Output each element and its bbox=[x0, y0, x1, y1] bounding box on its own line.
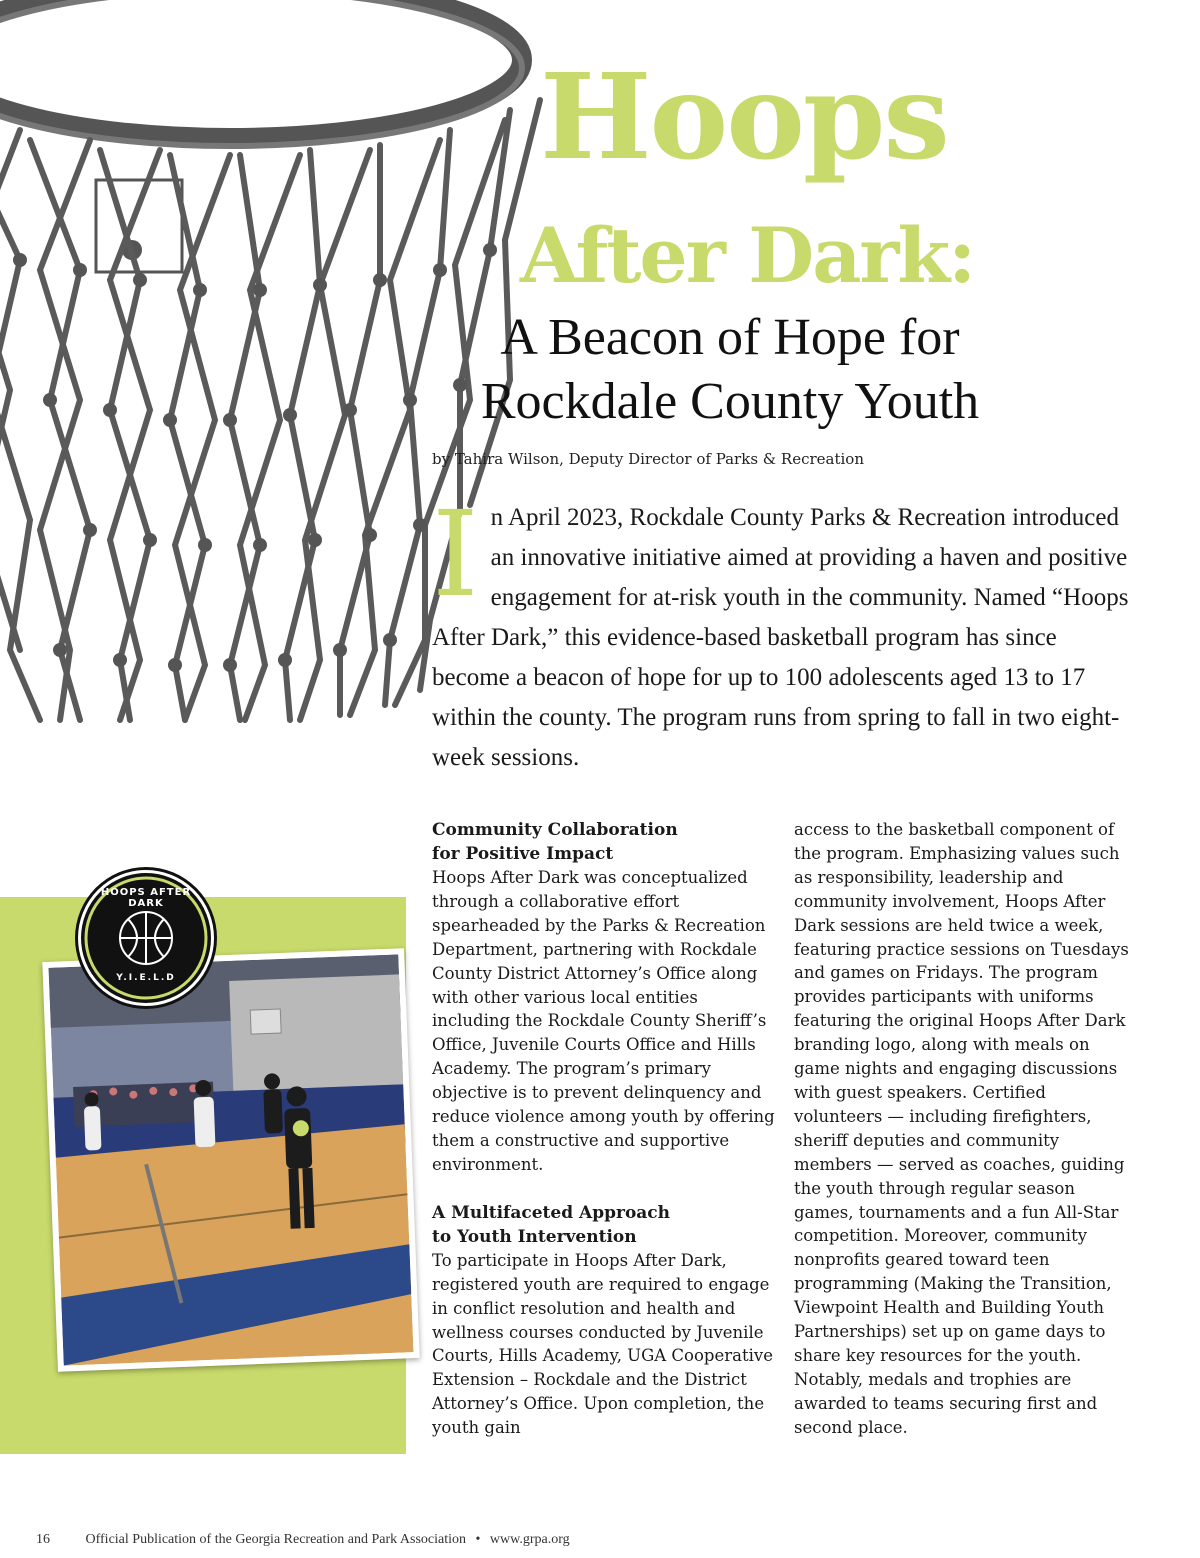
section-heading-approach bbox=[432, 1201, 777, 1249]
logo-top-text: HOOPS AFTER DARK bbox=[100, 887, 192, 909]
section-heading-community bbox=[432, 818, 777, 866]
hoops-after-dark-logo bbox=[78, 870, 214, 1006]
logo-bottom-text: Y.I.E.L.D bbox=[116, 973, 176, 983]
title-after-dark: After Dark: bbox=[520, 211, 975, 300]
right-column-text: access to the basketball component of the program. Emphasizing values such as responsibility, leadership and community involvement, Hoops After Dark sessions are held twice a week, featuring practice sessions on Tuesdays and games on Fridays. The program provides participants with uniforms featuring the original Hoops After Dark branding logo, along with meals on game nights and engaging discussions with guest speakers. Certified volunteers — including firefighters, sheriff deputies and community members — served as coaches, guiding the youth through regular season games, tournaments and a fun All-Star competition. Moreover, community nonprofits geared toward teen programming (Making the Transition, Viewpoint Health and Building Youth Partnerships) set up on game days to share key resources for the youth. Notably, medals and trophies are awarded to teams securing first and second place. bbox=[794, 820, 1129, 1437]
footer-separator: • bbox=[475, 1532, 481, 1547]
website-link[interactable]: www.grpa.org bbox=[489, 1532, 570, 1547]
section-body-approach: To participate in Hoops After Dark, registered youth are required to engage in conflict resolution and health and wellness courses conducted by Juvenile Courts, Hills Academy, UGA Cooperative Extension – Rockdale and the District Attorney’s Office. Upon completion, the youth gain bbox=[432, 1250, 773, 1438]
subtitle-line-2: Rockdale County Youth bbox=[480, 373, 980, 430]
lead-paragraph bbox=[432, 485, 1132, 778]
heading-line-1: Community Collaboration bbox=[432, 820, 678, 840]
drop-cap: I bbox=[432, 485, 479, 623]
heading-line-1: A Multifaceted Approach bbox=[432, 1202, 671, 1223]
lead-text: n April 2023, Rockdale County Parks & Recreation introduced an innovative initiative aimed at providing a haven and positive engagement for at-risk youth in the community. Named “Hoops After Dark,” this evidence-based basketball program has since become a beacon of hope for up to 100 adolescents aged 13 to 17 within the county. The program runs from spring to fall in two eight-week sessions. bbox=[432, 504, 1129, 771]
title-hoops: Hoops bbox=[540, 47, 948, 186]
publication-name: Official Publication of the Georgia Recreation and Park Association bbox=[85, 1532, 466, 1547]
photo-frame bbox=[42, 948, 419, 1372]
section-body-community: Hoops After Dark was conceptualized through a collaborative effort spearheaded by the Parks & Recreation Department, partnering with Rockdale County District Attorney’s Office along with other various local entities including the Rockdale County Sheriff’s Office, Juvenile Courts Office and Hills Academy. The program’s primary objective is to prevent delinquency and reduce violence among youth by offering them a constructive and supportive environment. bbox=[432, 868, 775, 1174]
heading-line-2: to Youth Intervention bbox=[432, 1226, 637, 1247]
body-column-left bbox=[432, 818, 777, 1440]
heading-line-2: for Positive Impact bbox=[432, 844, 614, 864]
subtitle-line-1: A Beacon of Hope for bbox=[500, 309, 960, 366]
article-subtitle bbox=[420, 306, 1040, 434]
basketball-game-photo bbox=[48, 954, 413, 1365]
byline: by Tahira Wilson, Deputy Director of Parks & Recreation bbox=[432, 450, 864, 468]
page-footer bbox=[36, 1532, 836, 1548]
body-column-right bbox=[794, 818, 1134, 1440]
page-number: 16 bbox=[36, 1532, 50, 1547]
